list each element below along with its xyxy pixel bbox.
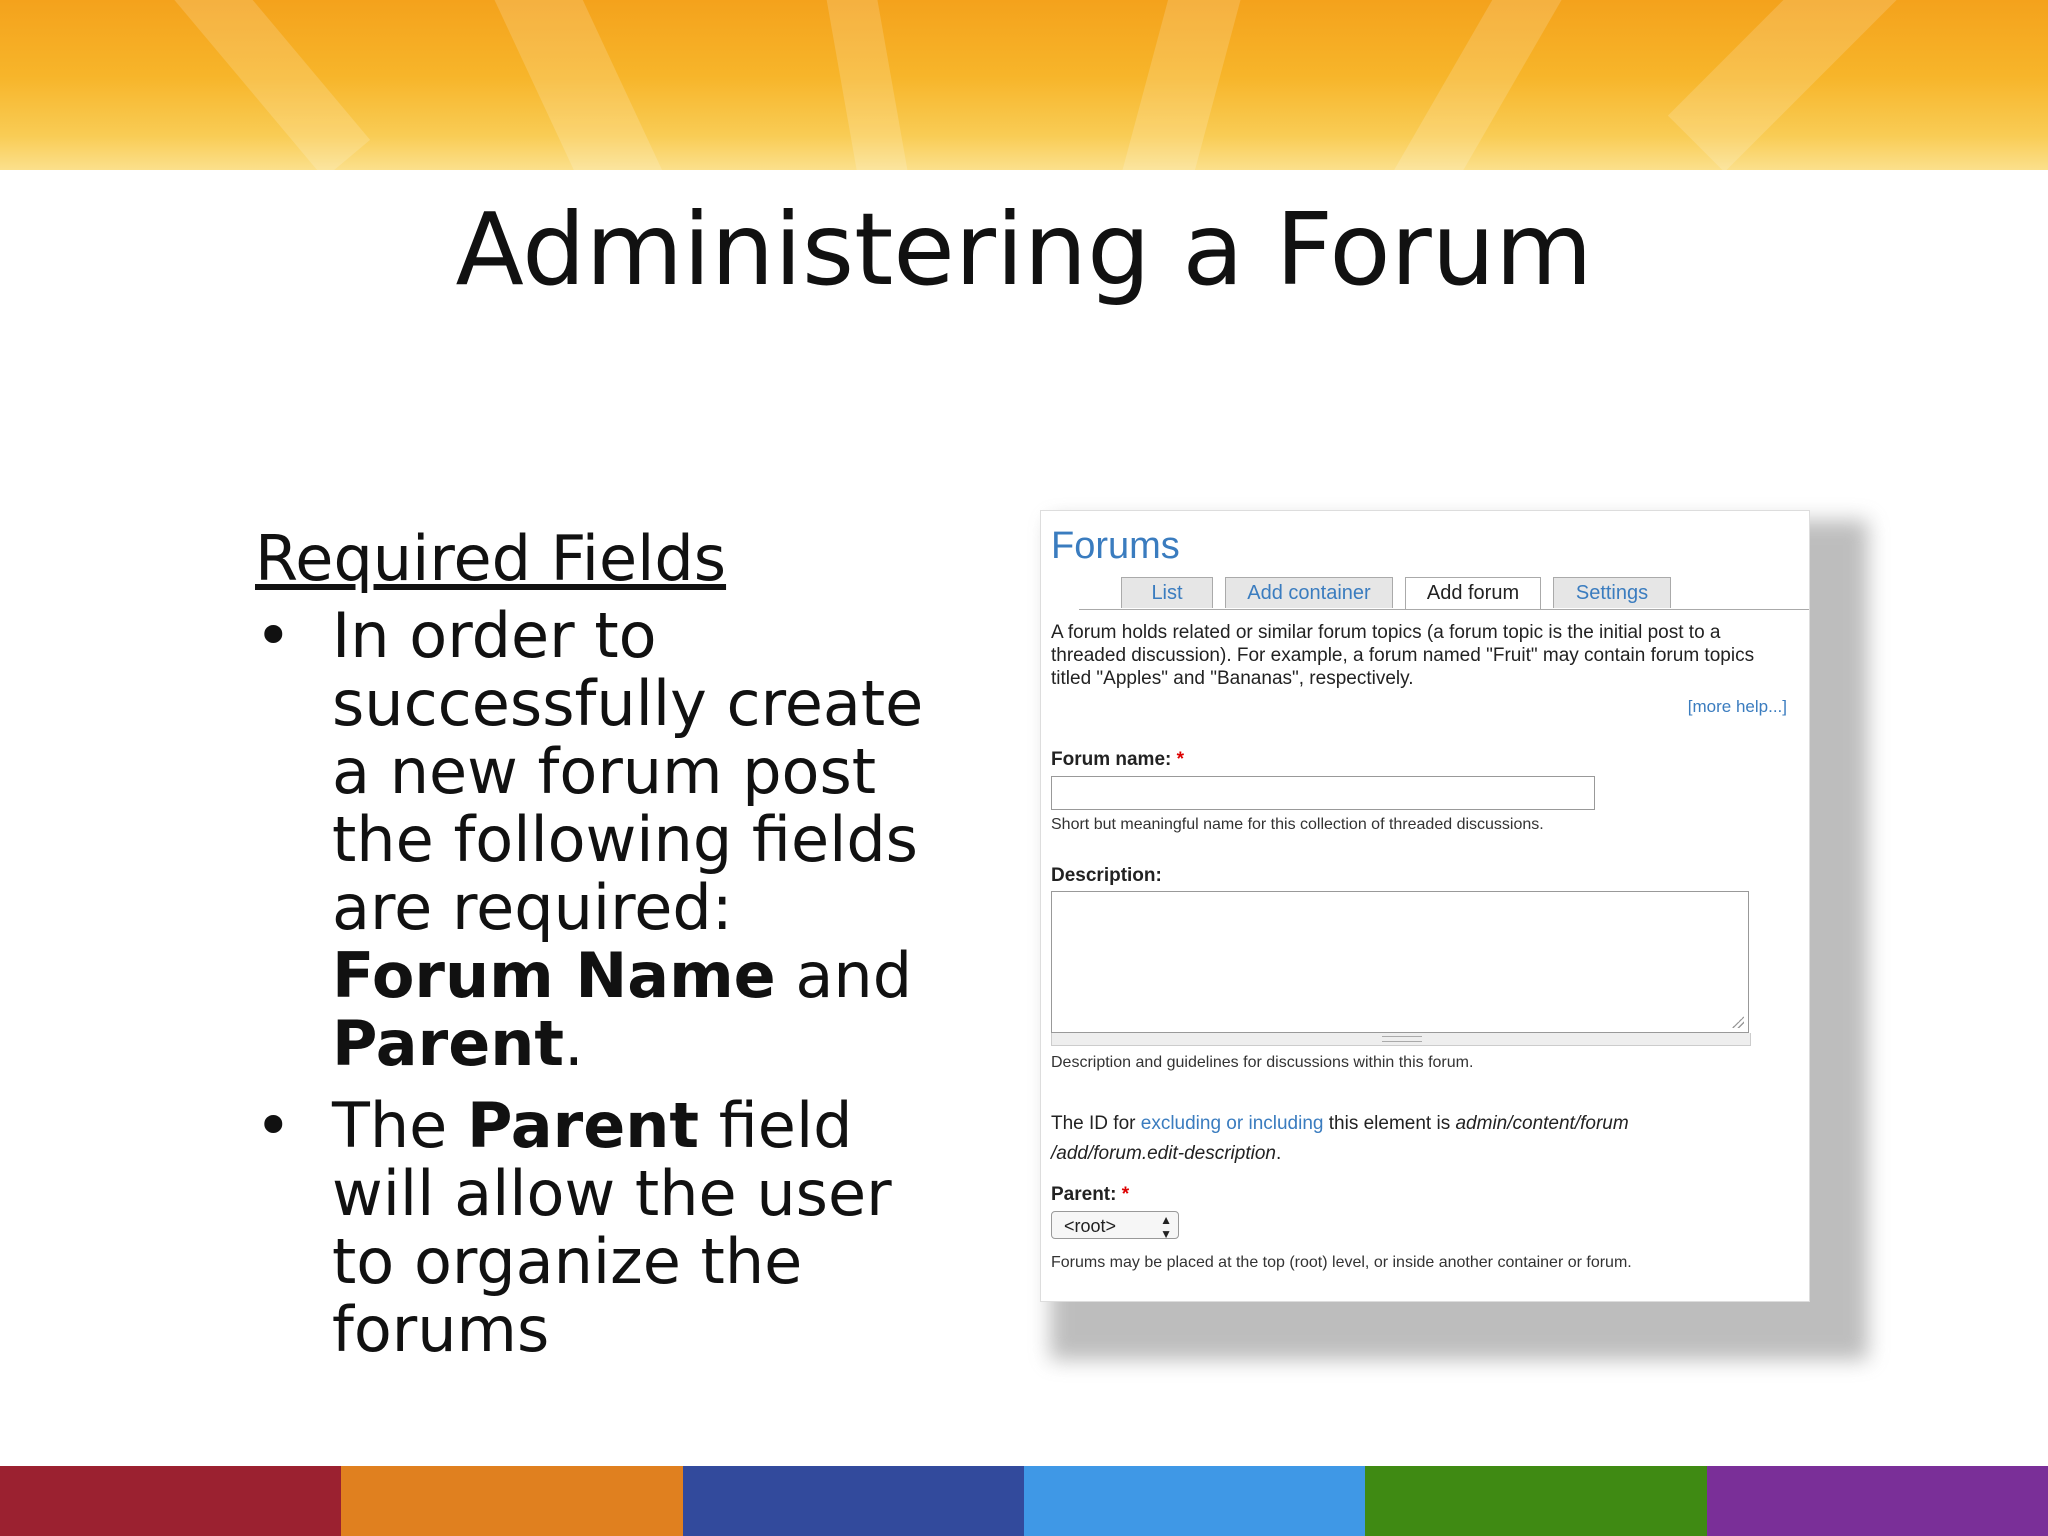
stripe-segment — [0, 1466, 341, 1536]
description-hint: Description and guidelines for discussions within this forum. — [1051, 1054, 1474, 1071]
tab-add-container[interactable]: Add container — [1225, 577, 1393, 608]
forum-name-input[interactable] — [1051, 776, 1595, 810]
tab-list[interactable]: List — [1121, 577, 1213, 608]
tab-bar — [1079, 575, 1809, 610]
required-fields-section — [255, 520, 955, 1378]
textarea-resize-grip[interactable] — [1051, 1033, 1751, 1046]
parent-label: Parent: * — [1051, 1184, 1130, 1205]
header-banner — [0, 0, 2048, 170]
forum-name-hint: Short but meaningful name for this collection of threaded discussions. — [1051, 816, 1544, 833]
parent-select[interactable]: <root> ▲ ▼ — [1051, 1211, 1179, 1239]
resize-corner-icon[interactable] — [1732, 1016, 1744, 1028]
slide-title: Administering a Forum — [455, 191, 1593, 308]
stripe-segment — [683, 1466, 1024, 1536]
section-heading: Required Fields — [255, 522, 727, 595]
bullet-icon: • — [255, 1089, 292, 1162]
element-id-text: The ID for excluding or including this element is admin/content/forum /add/forum.edit-description. — [1051, 1113, 1629, 1164]
forum-admin-panel — [1040, 510, 1810, 1302]
forum-name-label: Forum name: * — [1051, 749, 1185, 770]
stripe-segment — [1707, 1466, 2048, 1536]
description-label: Description: — [1051, 865, 1162, 886]
select-arrows-icon: ▲ ▼ — [1160, 1213, 1172, 1241]
forum-screenshot — [1030, 500, 1860, 1360]
stripe-segment — [1365, 1466, 1706, 1536]
stripe-segment — [341, 1466, 682, 1536]
required-marker: * — [1121, 1184, 1130, 1205]
description-textarea[interactable] — [1051, 891, 1749, 1033]
intro-text: A forum holds related or similar forum topics (a forum topic is the initial post to a threaded discussion). For example, a forum named "Fruit" may contain forum topics titled "Apples" and "Bananas", respectively. — [1051, 622, 1755, 689]
bullet-list — [255, 599, 955, 1366]
bullet-item: • The Parent field will allow the user to organize the forums — [255, 1089, 892, 1366]
excluding-including-link[interactable]: excluding or including — [1140, 1113, 1324, 1134]
footer-color-stripe — [0, 1466, 2048, 1536]
tab-settings[interactable]: Settings — [1553, 577, 1671, 608]
parent-hint: Forums may be placed at the top (root) level, or inside another container or forum. — [1051, 1254, 1632, 1271]
forums-heading: Forums — [1051, 525, 1180, 567]
bullet-icon: • — [255, 599, 292, 672]
bullet-item: • In order to successfully create a new forum post the following fields are required: Forum Name and Parent. — [255, 599, 924, 1080]
required-marker: * — [1176, 749, 1185, 770]
stripe-segment — [1024, 1466, 1365, 1536]
tab-add-forum[interactable]: Add forum — [1405, 577, 1541, 609]
more-help-link[interactable]: [more help...] — [1687, 697, 1787, 716]
